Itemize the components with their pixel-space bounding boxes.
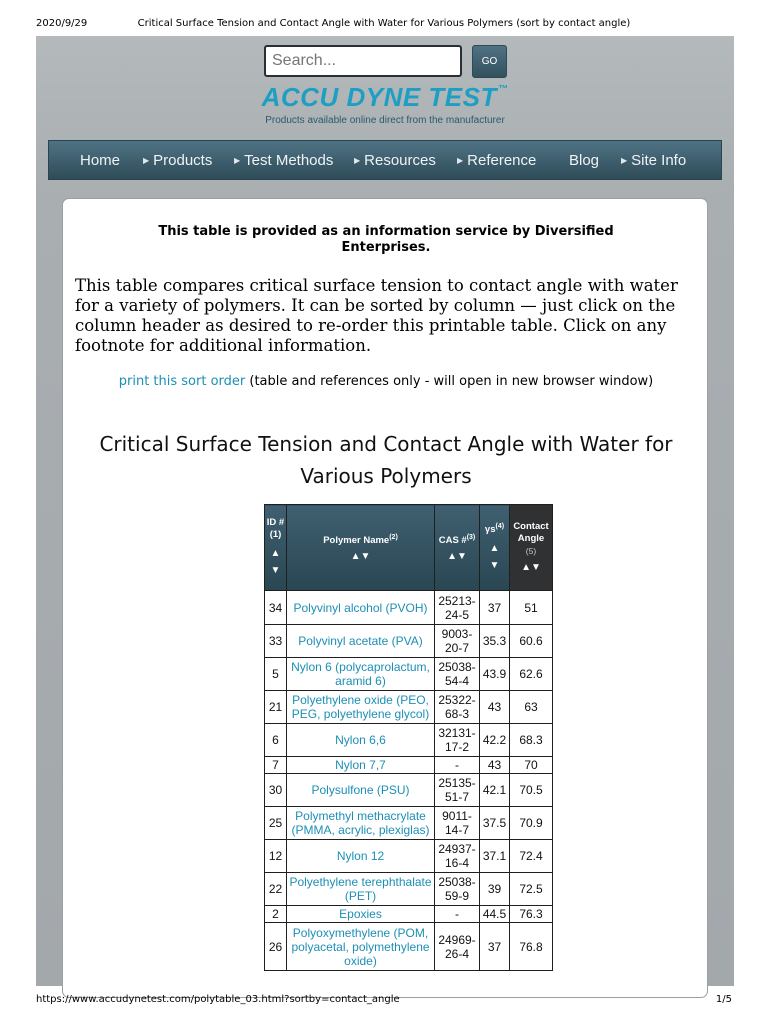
header-contact-angle[interactable]: [510, 505, 553, 591]
sort-arrows-icon[interactable]: ▲▼: [521, 562, 541, 573]
cell-id: 5: [265, 658, 287, 691]
caret-right-icon: ▶: [143, 155, 150, 165]
table-row: [265, 873, 553, 906]
table-row: [265, 906, 553, 923]
table-row: [265, 625, 553, 658]
nav-products[interactable]: [143, 141, 212, 179]
polymer-table: [264, 504, 553, 971]
cell-vs: 35.3: [480, 625, 510, 658]
cell-cas: -: [435, 757, 480, 774]
content-panel: [62, 198, 708, 998]
brand-logo[interactable]: [36, 82, 734, 114]
cell-cas: 25135-51-7: [435, 774, 480, 807]
cell-id: 22: [265, 873, 287, 906]
table-row: [265, 591, 553, 625]
table-row: [265, 807, 553, 840]
cell-cas: 24937-16-4: [435, 840, 480, 873]
main-nav: [48, 140, 722, 180]
polymer-name-link[interactable]: Polyoxymethylene (POM, polyacetal, polymethylene oxide): [287, 923, 435, 971]
cell-cas: -: [435, 906, 480, 923]
nav-resources[interactable]: [354, 141, 436, 179]
table-body: [265, 591, 553, 971]
header-polymer-name[interactable]: [287, 505, 435, 591]
caret-right-icon: ▶: [354, 155, 361, 165]
polymer-name-link[interactable]: Nylon 6 (polycaprolactum, aramid 6): [287, 658, 435, 691]
cell-id: 7: [265, 757, 287, 774]
cell-vs: 37.5: [480, 807, 510, 840]
header-vs-footnote[interactable]: (4): [495, 522, 505, 530]
cell-cas: 9003-20-7: [435, 625, 480, 658]
nav-home[interactable]: [80, 141, 120, 179]
table-row: [265, 724, 553, 757]
nav-home-label: Home: [80, 151, 121, 169]
table-row: [265, 691, 553, 724]
cell-id: 33: [265, 625, 287, 658]
print-footer: [0, 994, 768, 1008]
cell-contact-angle: 72.5: [510, 873, 553, 906]
polymer-name-link[interactable]: Polyvinyl alcohol (PVOH): [287, 591, 435, 625]
cell-id: 2: [265, 906, 287, 923]
cell-id: 25: [265, 807, 287, 840]
caret-right-icon: ▶: [621, 155, 628, 165]
header-cas-footnote[interactable]: (3): [466, 533, 476, 541]
site-frame: [36, 36, 734, 986]
header-id-label: ID #: [266, 516, 285, 528]
print-sort-link[interactable]: print this sort order: [118, 374, 246, 389]
table-row: [265, 923, 553, 971]
nav-blog-label: Blog: [569, 151, 600, 169]
cell-contact-angle: 60.6: [510, 625, 553, 658]
sort-up-icon[interactable]: ▲: [489, 543, 500, 555]
header-cas[interactable]: [435, 505, 480, 591]
cell-cas: 25038-54-4: [435, 658, 480, 691]
nav-blog[interactable]: [569, 141, 599, 179]
intro-notice: This table is provided as an information service by Diversified Enterprises.: [158, 224, 614, 255]
intro-paragraph: This table compares critical surface tension to contact angle with water for a variety of polymers. It can be sorted by column — just click on the column header as desired to re-order this printable table. Click on any footnote for additional information.: [75, 276, 678, 355]
polymer-name-link[interactable]: Polyethylene oxide (PEO, PEG, polyethylene glycol): [287, 691, 435, 724]
cell-vs: 43: [480, 757, 510, 774]
cell-cas: 9011-14-7: [435, 807, 480, 840]
cell-id: 12: [265, 840, 287, 873]
search-go-button[interactable]: GO: [472, 45, 507, 78]
cell-vs: 37: [480, 923, 510, 971]
nav-site-info[interactable]: [621, 141, 686, 179]
header-angle-label: Contact Angle: [513, 521, 549, 544]
cell-cas: 25322-68-3: [435, 691, 480, 724]
polymer-name-link[interactable]: Polymethyl methacrylate (PMMA, acrylic, plexiglas): [287, 807, 435, 840]
print-header: [0, 18, 768, 32]
cell-cas: 32131-17-2: [435, 724, 480, 757]
header-angle-footnote[interactable]: (5): [525, 546, 537, 556]
print-date: 2020/9/29: [36, 18, 88, 29]
print-page-number: 1/5: [715, 994, 732, 1005]
polymer-name-link[interactable]: Polysulfone (PSU): [287, 774, 435, 807]
table-row: [265, 774, 553, 807]
cell-id: 6: [265, 724, 287, 757]
cell-id: 26: [265, 923, 287, 971]
cell-contact-angle: 70: [510, 757, 553, 774]
sort-arrows-icon[interactable]: [265, 545, 286, 579]
brand-tagline: Products available online direct from the manufacturer: [265, 115, 505, 126]
nav-site-info-label: Site Info: [631, 151, 687, 169]
header-name-label: Polymer Name: [323, 535, 390, 547]
sort-down-icon[interactable]: ▼: [489, 560, 500, 572]
cell-contact-angle: 70.9: [510, 807, 553, 840]
cell-id: 21: [265, 691, 287, 724]
cell-vs: 44.5: [480, 906, 510, 923]
nav-products-label: Products: [153, 151, 213, 169]
table-title: Critical Surface Tension and Contact Angle with Water for Various Polymers: [99, 432, 673, 488]
polymer-name-link[interactable]: Polyethylene terephthalate (PET): [287, 873, 435, 906]
nav-reference-label: Reference: [467, 151, 537, 169]
nav-resources-label: Resources: [364, 151, 436, 169]
sort-up-icon[interactable]: ▲: [270, 547, 281, 559]
polymer-name-link[interactable]: Polyvinyl acetate (PVA): [287, 625, 435, 658]
cell-contact-angle: 68.3: [510, 724, 553, 757]
caret-right-icon: ▶: [234, 155, 241, 165]
cell-contact-angle: 63: [510, 691, 553, 724]
nav-reference[interactable]: [457, 141, 536, 179]
cell-contact-angle: 70.5: [510, 774, 553, 807]
polymer-name-link[interactable]: Nylon 7,7: [287, 757, 435, 774]
cell-id: 30: [265, 774, 287, 807]
cell-contact-angle: 76.8: [510, 923, 553, 971]
print-page-title: Critical Surface Tension and Contact Angle with Water for Various Polymers (sort by contact angle): [137, 18, 631, 29]
cell-vs: 43.9: [480, 658, 510, 691]
sort-arrows-icon[interactable]: ▲▼: [447, 551, 467, 563]
print-sort-line: [75, 374, 697, 390]
cell-id: 34: [265, 591, 287, 625]
header-vs-label: γs: [484, 524, 496, 536]
cell-contact-angle: 72.4: [510, 840, 553, 873]
sort-arrows-icon[interactable]: [480, 540, 509, 574]
table-row: [265, 757, 553, 774]
cell-vs: 39: [480, 873, 510, 906]
header-id[interactable]: [265, 505, 287, 591]
cell-vs: 43: [480, 691, 510, 724]
polymer-name-link[interactable]: Nylon 12: [287, 840, 435, 873]
brand-name: ACCU DYNE TEST: [261, 82, 497, 112]
nav-test-methods[interactable]: [234, 141, 333, 179]
print-sort-note: (table and references only - will open in new browser window): [245, 374, 654, 389]
sort-down-icon[interactable]: ▼: [270, 564, 281, 576]
cell-cas: 24969-26-4: [435, 923, 480, 971]
cell-contact-angle: 62.6: [510, 658, 553, 691]
trademark-symbol: ™: [497, 84, 509, 95]
cell-contact-angle: 76.3: [510, 906, 553, 923]
cell-vs: 37.1: [480, 840, 510, 873]
search-input[interactable]: [264, 45, 462, 77]
header-name-footnote[interactable]: (2): [389, 533, 398, 541]
polymer-name-link[interactable]: Nylon 6,6: [287, 724, 435, 757]
table-row: [265, 840, 553, 873]
header-id-footnote[interactable]: (1): [269, 528, 282, 540]
header-vs[interactable]: [480, 505, 510, 591]
sort-arrows-icon[interactable]: ▲▼: [350, 551, 371, 563]
cell-vs: 42.1: [480, 774, 510, 807]
caret-right-icon: ▶: [457, 155, 464, 165]
nav-test-methods-label: Test Methods: [244, 151, 334, 169]
table-row: [265, 658, 553, 691]
cell-cas: 25038-59-9: [435, 873, 480, 906]
cell-cas: 25213-24-5: [435, 591, 480, 625]
polymer-name-link[interactable]: Epoxies: [287, 906, 435, 923]
cell-vs: 37: [480, 591, 510, 625]
cell-contact-angle: 51: [510, 591, 553, 625]
cell-vs: 42.2: [480, 724, 510, 757]
header-cas-label: CAS #: [438, 535, 467, 547]
print-url: https://www.accudynetest.com/polytable_03.html?sortby=contact_angle: [36, 994, 400, 1005]
